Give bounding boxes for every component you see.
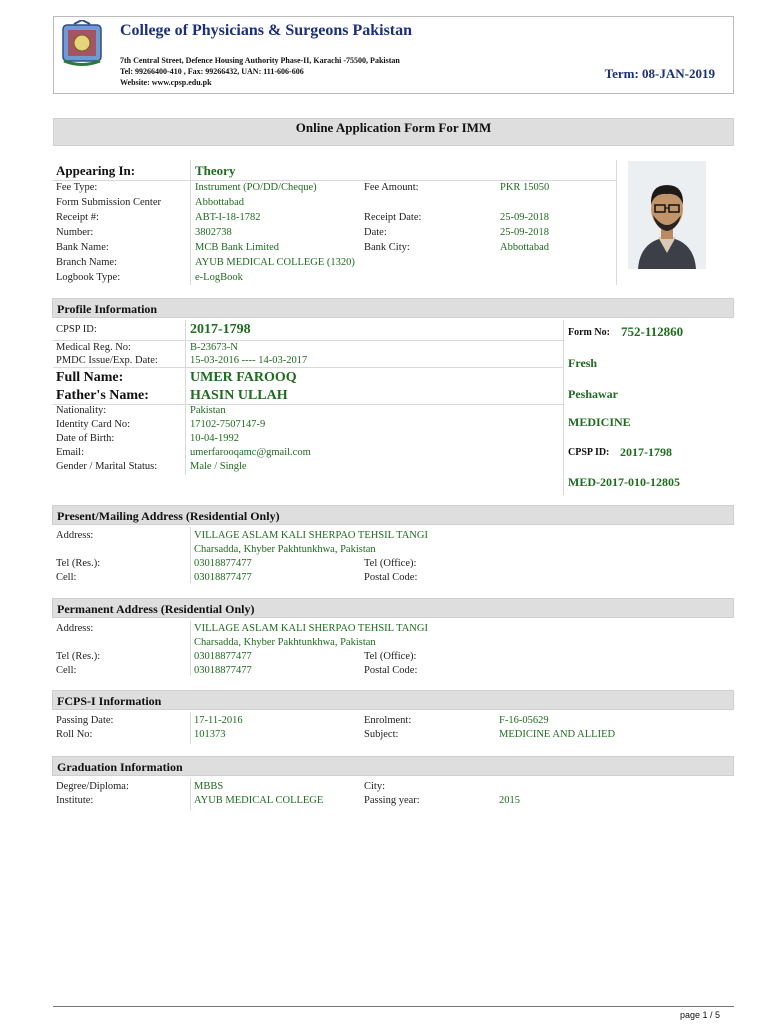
passing-date-label: Passing Date:	[56, 715, 114, 726]
appearing-row-label: Receipt #:	[56, 212, 99, 223]
pmdc-label: PMDC Issue/Exp. Date:	[56, 355, 158, 366]
divider	[563, 320, 564, 495]
profile-section-title: Profile Information	[52, 298, 734, 318]
header-phone: Tel: 99266400-410 , Fax: 99266432, UAN: 111-606-606	[120, 67, 304, 76]
institute-label: Institute:	[56, 795, 94, 806]
appearing-row-label2: Date:	[364, 227, 387, 238]
nationality-value: Pakistan	[190, 405, 226, 416]
present-teloff-label: Tel (Office):	[364, 558, 417, 569]
identity-card-value: 17102-7507147-9	[190, 419, 266, 430]
passing-year-value: 2015	[499, 795, 520, 806]
present-address-line1: VILLAGE ASLAM KALI SHERPAO TEHSIL TANGI	[194, 530, 428, 541]
city-label: City:	[364, 781, 386, 792]
gender-label: Gender / Marital Status:	[56, 461, 158, 472]
form-no-value: 752-112860	[621, 324, 684, 339]
appearing-row-label: Bank Name:	[56, 242, 109, 253]
dob-value: 10-04-1992	[190, 433, 239, 444]
email-label: Email:	[56, 447, 84, 458]
permanent-cell-value: 03018877477	[194, 665, 252, 676]
permanent-address-label: Address:	[56, 623, 94, 634]
form-no-label: Form No:	[568, 327, 610, 338]
divider	[53, 367, 563, 368]
appearing-row-label: Logbook Type:	[56, 272, 121, 283]
appearing-row-label: Branch Name:	[56, 257, 117, 268]
appearing-row-label: Number:	[56, 227, 94, 238]
present-cell-value: 03018877477	[194, 572, 252, 583]
nationality-label: Nationality:	[56, 405, 107, 416]
appearing-row-value2: 25-09-2018	[500, 212, 549, 223]
permanent-telres-label: Tel (Res.):	[56, 651, 101, 662]
right-cpsp-label: CPSP ID:	[568, 447, 610, 458]
subject-label: Subject:	[364, 729, 399, 740]
divider	[53, 180, 616, 181]
appearing-row-label2: Bank City:	[364, 242, 410, 253]
applicant-photo	[628, 161, 706, 269]
degree-label: Degree/Diploma:	[56, 781, 129, 792]
present-telres-value: 03018877477	[194, 558, 252, 569]
present-address-label: Address:	[56, 530, 94, 541]
permanent-telres-value: 03018877477	[194, 651, 252, 662]
footer-rule	[53, 1006, 734, 1007]
appearing-row-value2: PKR 15050	[500, 182, 550, 193]
divider	[185, 320, 186, 475]
degree-value: MBBS	[194, 781, 224, 792]
appearing-row-value: Instrument (PO/DD/Cheque)	[195, 182, 317, 193]
appearing-row-value: Abbottabad	[195, 197, 244, 208]
enrolment-value: F-16-05629	[499, 715, 549, 726]
permanent-address-line1: VILLAGE ASLAM KALI SHERPAO TEHSIL TANGI	[194, 623, 428, 634]
reg-label: Medical Reg. No:	[56, 342, 131, 353]
father-label: Father's Name:	[56, 388, 149, 403]
present-telres-label: Tel (Res.):	[56, 558, 101, 569]
present-address-section-title: Present/Mailing Address (Residential Only)	[52, 505, 734, 525]
present-postal-label: Postal Code:	[364, 572, 418, 583]
appearing-row-value: MCB Bank Limited	[195, 242, 279, 253]
passing-year-label: Passing year:	[364, 795, 420, 806]
college-name: College of Physicians & Surgeons Pakistan	[120, 22, 413, 39]
region-value: Peshawar	[568, 387, 618, 401]
enrolment-label: Enrolment:	[364, 715, 412, 726]
present-address-line2: Charsadda, Khyber Pakhtunkhwa, Pakistan	[194, 544, 376, 555]
permanent-address-line2: Charsadda, Khyber Pakhtunkhwa, Pakistan	[194, 637, 376, 648]
right-cpsp-value: 2017-1798	[620, 445, 672, 459]
present-cell-label: Cell:	[56, 572, 77, 583]
dob-label: Date of Birth:	[56, 433, 115, 444]
appearing-row-label: Form Submission Center	[56, 197, 162, 208]
appearing-value: Theory	[195, 163, 236, 178]
appearing-row-value: ABT-I-18-1782	[195, 212, 261, 223]
appearing-row-value: e-LogBook	[195, 272, 243, 283]
divider	[53, 404, 563, 405]
appearing-row-label: Fee Type:	[56, 182, 98, 193]
reg-value: B-23673-N	[190, 342, 238, 353]
cpsp-id-label: CPSP ID:	[56, 324, 97, 335]
divider	[616, 160, 617, 285]
subject-value: MEDICINE AND ALLIED	[499, 729, 616, 740]
institute-value: AYUB MEDICAL COLLEGE	[194, 795, 324, 806]
appearing-row-value2: 25-09-2018	[500, 227, 549, 238]
divider	[53, 340, 563, 341]
header-address: 7th Central Street, Defence Housing Authority Phase-II, Karachi -75500, Pakistan	[120, 56, 400, 65]
specialty-value: MEDICINE	[568, 415, 631, 429]
father-value: HASIN ULLAH	[190, 388, 288, 403]
appearing-row-value2: Abbottabad	[500, 242, 549, 253]
permanent-postal-label: Postal Code:	[364, 665, 418, 676]
cpsp-id-value: 2017-1798	[190, 322, 251, 337]
term-label: Term: 08-JAN-2019	[604, 66, 715, 81]
header-website: Website: www.cpsp.edu.pk	[120, 78, 212, 87]
fullname-value: UMER FAROOQ	[190, 370, 297, 385]
divider	[190, 527, 191, 583]
graduation-section-title: Graduation Information	[52, 756, 734, 776]
status-value: Fresh	[568, 356, 598, 370]
pmdc-value: 15-03-2016 ---- 14-03-2017	[190, 355, 308, 366]
page-number: page 1 / 5	[679, 1010, 720, 1020]
divider	[190, 778, 191, 810]
appearing-row-value: AYUB MEDICAL COLLEGE (1320)	[195, 257, 355, 268]
divider	[190, 160, 191, 285]
passing-date-value: 17-11-2016	[194, 715, 243, 726]
registration-code: MED-2017-010-12805	[568, 475, 680, 489]
divider	[190, 712, 191, 744]
cpsp-logo	[60, 20, 104, 66]
identity-card-label: Identity Card No:	[56, 419, 131, 430]
appearing-row-label2: Fee Amount:	[364, 182, 419, 193]
appearing-row-label2: Receipt Date:	[364, 212, 422, 223]
fullname-label: Full Name:	[56, 370, 124, 385]
divider	[190, 620, 191, 676]
roll-no-label: Roll No:	[56, 729, 93, 740]
appearing-row-value: 3802738	[195, 227, 232, 238]
email-value: umerfarooqamc@gmail.com	[190, 447, 311, 458]
form-title: Online Application Form For IMM	[295, 120, 492, 135]
fcps-section-title: FCPS-I Information	[52, 690, 734, 710]
permanent-cell-label: Cell:	[56, 665, 77, 676]
appearing-label: Appearing In:	[56, 163, 136, 178]
gender-value: Male / Single	[190, 461, 247, 472]
permanent-address-section-title: Permanent Address (Residential Only)	[52, 598, 734, 618]
permanent-teloff-label: Tel (Office):	[364, 651, 417, 662]
roll-no-value: 101373	[194, 729, 226, 740]
